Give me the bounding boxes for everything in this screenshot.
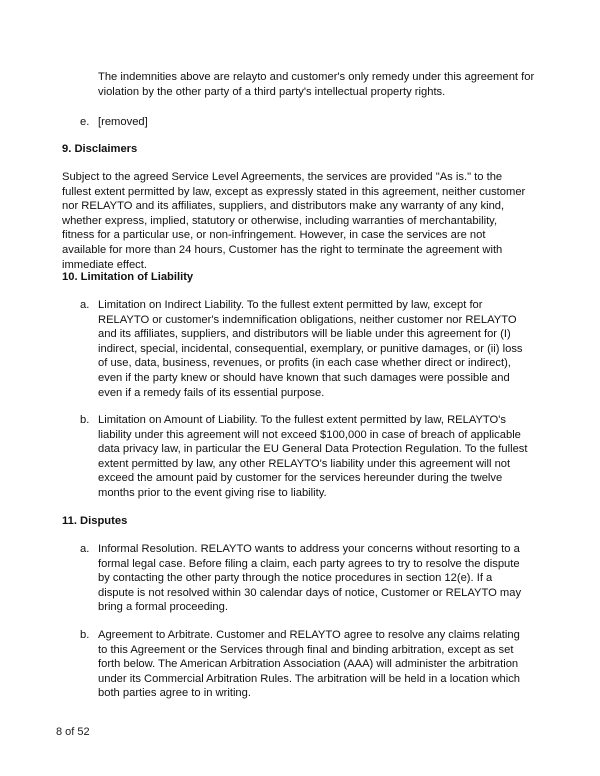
disclaimers-paragraph: Subject to the agreed Service Level Agreements, the services are provided "As is." to the fullest extent permitted by law, except as expressly stated in this agreement, neither customer nor RELAYTO and its affiliates, suppliers, and distributors make any warranty of any kind, whether express, implied, statutory or otherwise, including warranties of merchantability, fitness for a particular use, or non-infringement. However, in case the services are not available for more than 24 hours, Customer has the right to terminate the agreement with immediate effect. [62, 171, 526, 271]
page-number: 8 of 52 [56, 726, 90, 738]
section-heading-limitation-of-liability: 10. Limitation of Liability [62, 271, 194, 283]
list-item-text: Limitation on Indirect Liability. To the fullest extent permitted by law, except for RELAYTO or customer's indemnification obligations, neither customer nor RELAYTO and its affiliates, suppliers, and distributors will be liable under this agreement for (I) indirect, special, incidental, consequential, exemplary, or punitive damages, or (ii) loss of use, data, business, revenues, or profits (in each case whether direct or indirect), even if the party knew or should have known that such damages were possible and even if a remedy fails of its essential purpose. [98, 299, 523, 399]
list-item-text: [removed] [98, 116, 148, 128]
list-letter: a. [80, 299, 90, 311]
list-item-text: Agreement to Arbitrate. Customer and RELAYTO agree to resolve any claims relating to this Agreement or the Services through final and binding arbitration, except as set forth below. The American Arbitration Association (AAA) will administer the arbitration under its Commercial Arbitration Rules. The arbitration will be held in a location which both parties agree to in writing. [98, 629, 521, 700]
list-letter: b. [80, 629, 90, 641]
list-letter: a. [80, 543, 90, 555]
list-item-text: Limitation on Amount of Liability. To the fullest extent permitted by law, RELAYTO's liability under this agreement will not exceed $100,000 in case of breach of applicable data privacy law, in particular the EU General Data Protection Regulation. To the fullest extent permitted by law, any other RELAYTO's liability under this agreement will not exceed the amount paid by customer for the services hereunder during the twelve months prior to the event giving rise to liability. [98, 414, 528, 499]
list-letter: b. [80, 414, 90, 426]
section-heading-disputes: 11. Disputes [62, 515, 128, 527]
list-letter: e. [80, 116, 90, 128]
indemnity-remedy-paragraph: The indemnities above are relayto and customer's only remedy under this agreement for violation by the other party of a third party's intellectual property rights. [98, 71, 535, 98]
list-item-text: Informal Resolution. RELAYTO wants to address your concerns without resorting to a formal legal case. Before filing a claim, each party agrees to try to resolve the dispute by contacting the other party through the notice procedures in section 12(e). If a dispute is not resolved within 30 calendar days of notice, Customer or RELAYTO may bring a formal proceeding. [98, 543, 522, 614]
section-heading-disclaimers: 9. Disclaimers [62, 143, 138, 155]
